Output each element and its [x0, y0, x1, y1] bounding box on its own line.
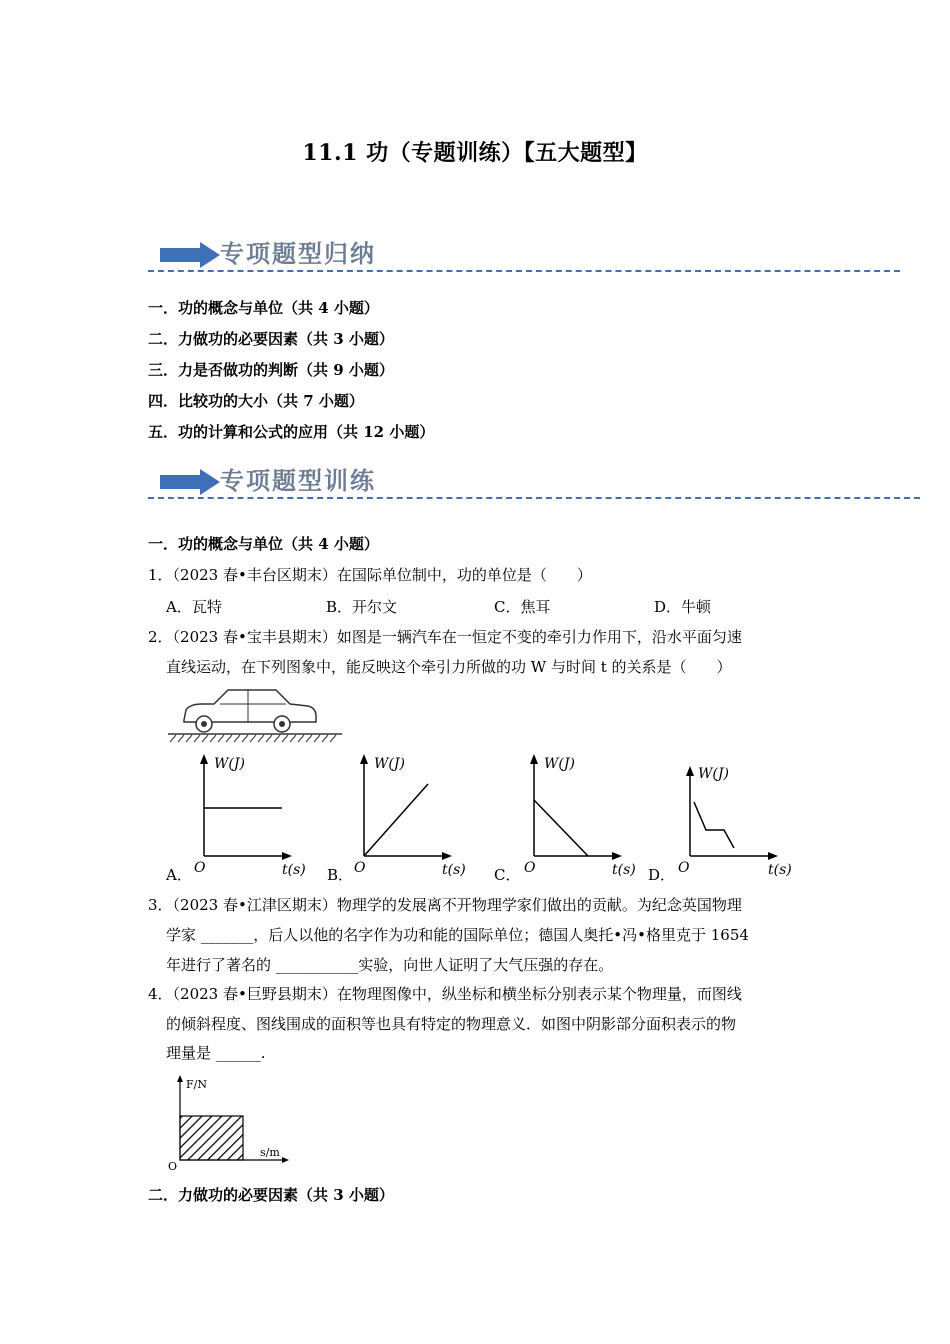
origin-label: O	[678, 860, 690, 876]
q1-options	[166, 596, 866, 616]
section-heading: 一．功的概念与单位（共 4 小题）	[148, 535, 379, 553]
q1-option-b[interactable]: B．开尔文	[326, 598, 398, 616]
y-axis-label: W(J)	[698, 766, 729, 782]
question-1: 1．（2023 春•丰台区期末）在国际单位制中，功的单位是（ ）	[148, 566, 592, 584]
q2-option-d-label[interactable]: D．	[648, 866, 676, 884]
question-4-line-1: 4．（2023 春•巨野县期末）在物理图像中，纵坐标和横坐标分别表示某个物理量，而图线	[148, 985, 742, 1003]
divider	[148, 497, 920, 499]
x-axis-label: t(s)	[768, 862, 792, 878]
q2-option-c-label[interactable]: C．	[494, 866, 521, 884]
y-axis-label: W(J)	[544, 756, 575, 772]
question-2-line-2: 直线运动，在下列图象中，能反映这个牵引力所做的功 W 与时间 t 的关系是（ ）	[166, 658, 732, 676]
x-axis-label: t(s)	[612, 862, 636, 878]
q2-graph-d[interactable]	[672, 762, 802, 882]
question-3-line-2: 学家 _______，后人以他的名字作为功和能的国际单位；德国人奥托•冯•格里克于 1654	[166, 926, 749, 944]
summary-item-3: 三．力是否做功的判断（共 9 小题）	[148, 361, 394, 379]
origin-label: O	[524, 860, 536, 876]
force-distance-graph	[166, 1072, 296, 1172]
q2-option-a-label[interactable]: A．	[166, 866, 192, 884]
summary-item-2: 二．力做功的必要因素（共 3 小题）	[148, 330, 394, 348]
q1-option-d[interactable]: D．牛顿	[654, 598, 712, 616]
x-axis-label: t(s)	[282, 862, 306, 878]
question-4-line-2: 的倾斜程度、图线围成的面积等也具有特定的物理意义．如图中阴影部分面积表示的物	[166, 1015, 737, 1033]
question-3-line-3: 年进行了著名的 ___________实验，向世人证明了大气压强的存在。	[166, 956, 614, 974]
q1-option-a[interactable]: A．瓦特	[166, 598, 222, 616]
y-axis-label: W(J)	[214, 756, 245, 772]
question-4-line-3: 理量是 ______.	[166, 1044, 266, 1062]
q1-option-c[interactable]: C．焦耳	[494, 598, 551, 616]
question-3-line-1: 3．（2023 春•江津区期末）物理学的发展离不开物理学家们做出的贡献。为纪念英国物理	[148, 896, 742, 914]
q2-graph-c[interactable]	[516, 752, 646, 882]
origin-label: O	[354, 860, 366, 876]
banner-training-text: 专项题型训练	[220, 467, 376, 495]
summary-item-4: 四．比较功的大小（共 7 小题）	[148, 392, 364, 410]
q2-graph-a[interactable]	[186, 752, 316, 882]
x-axis-label: t(s)	[442, 862, 466, 878]
origin-label: O	[168, 1160, 178, 1172]
origin-label: O	[194, 860, 206, 876]
q2-graph-b[interactable]	[346, 752, 476, 882]
banner-summary-text: 专项题型归纳	[220, 240, 376, 268]
arrow-right-icon	[160, 242, 222, 268]
section-heading: 二．力做功的必要因素（共 3 小题）	[148, 1186, 394, 1204]
y-axis-label: W(J)	[374, 756, 405, 772]
arrow-right-icon	[160, 469, 222, 495]
page-title: 11.1 功（专题训练）【五大题型】	[302, 140, 648, 166]
question-2-line-1: 2．（2023 春•宝丰县期末）如图是一辆汽车在一恒定不变的牵引力作用下，沿水平面匀速	[148, 628, 742, 646]
divider	[148, 270, 900, 272]
shaded-area	[180, 1116, 243, 1160]
car-figure	[166, 686, 346, 744]
y-axis-label: F/N	[186, 1078, 207, 1091]
summary-item-1: 一．功的概念与单位（共 4 小题）	[148, 299, 379, 317]
x-axis-label: s/m	[260, 1146, 280, 1159]
summary-item-5: 五．功的计算和公式的应用（共 12 小题）	[148, 423, 435, 441]
q2-option-b-label[interactable]: B．	[327, 866, 354, 884]
